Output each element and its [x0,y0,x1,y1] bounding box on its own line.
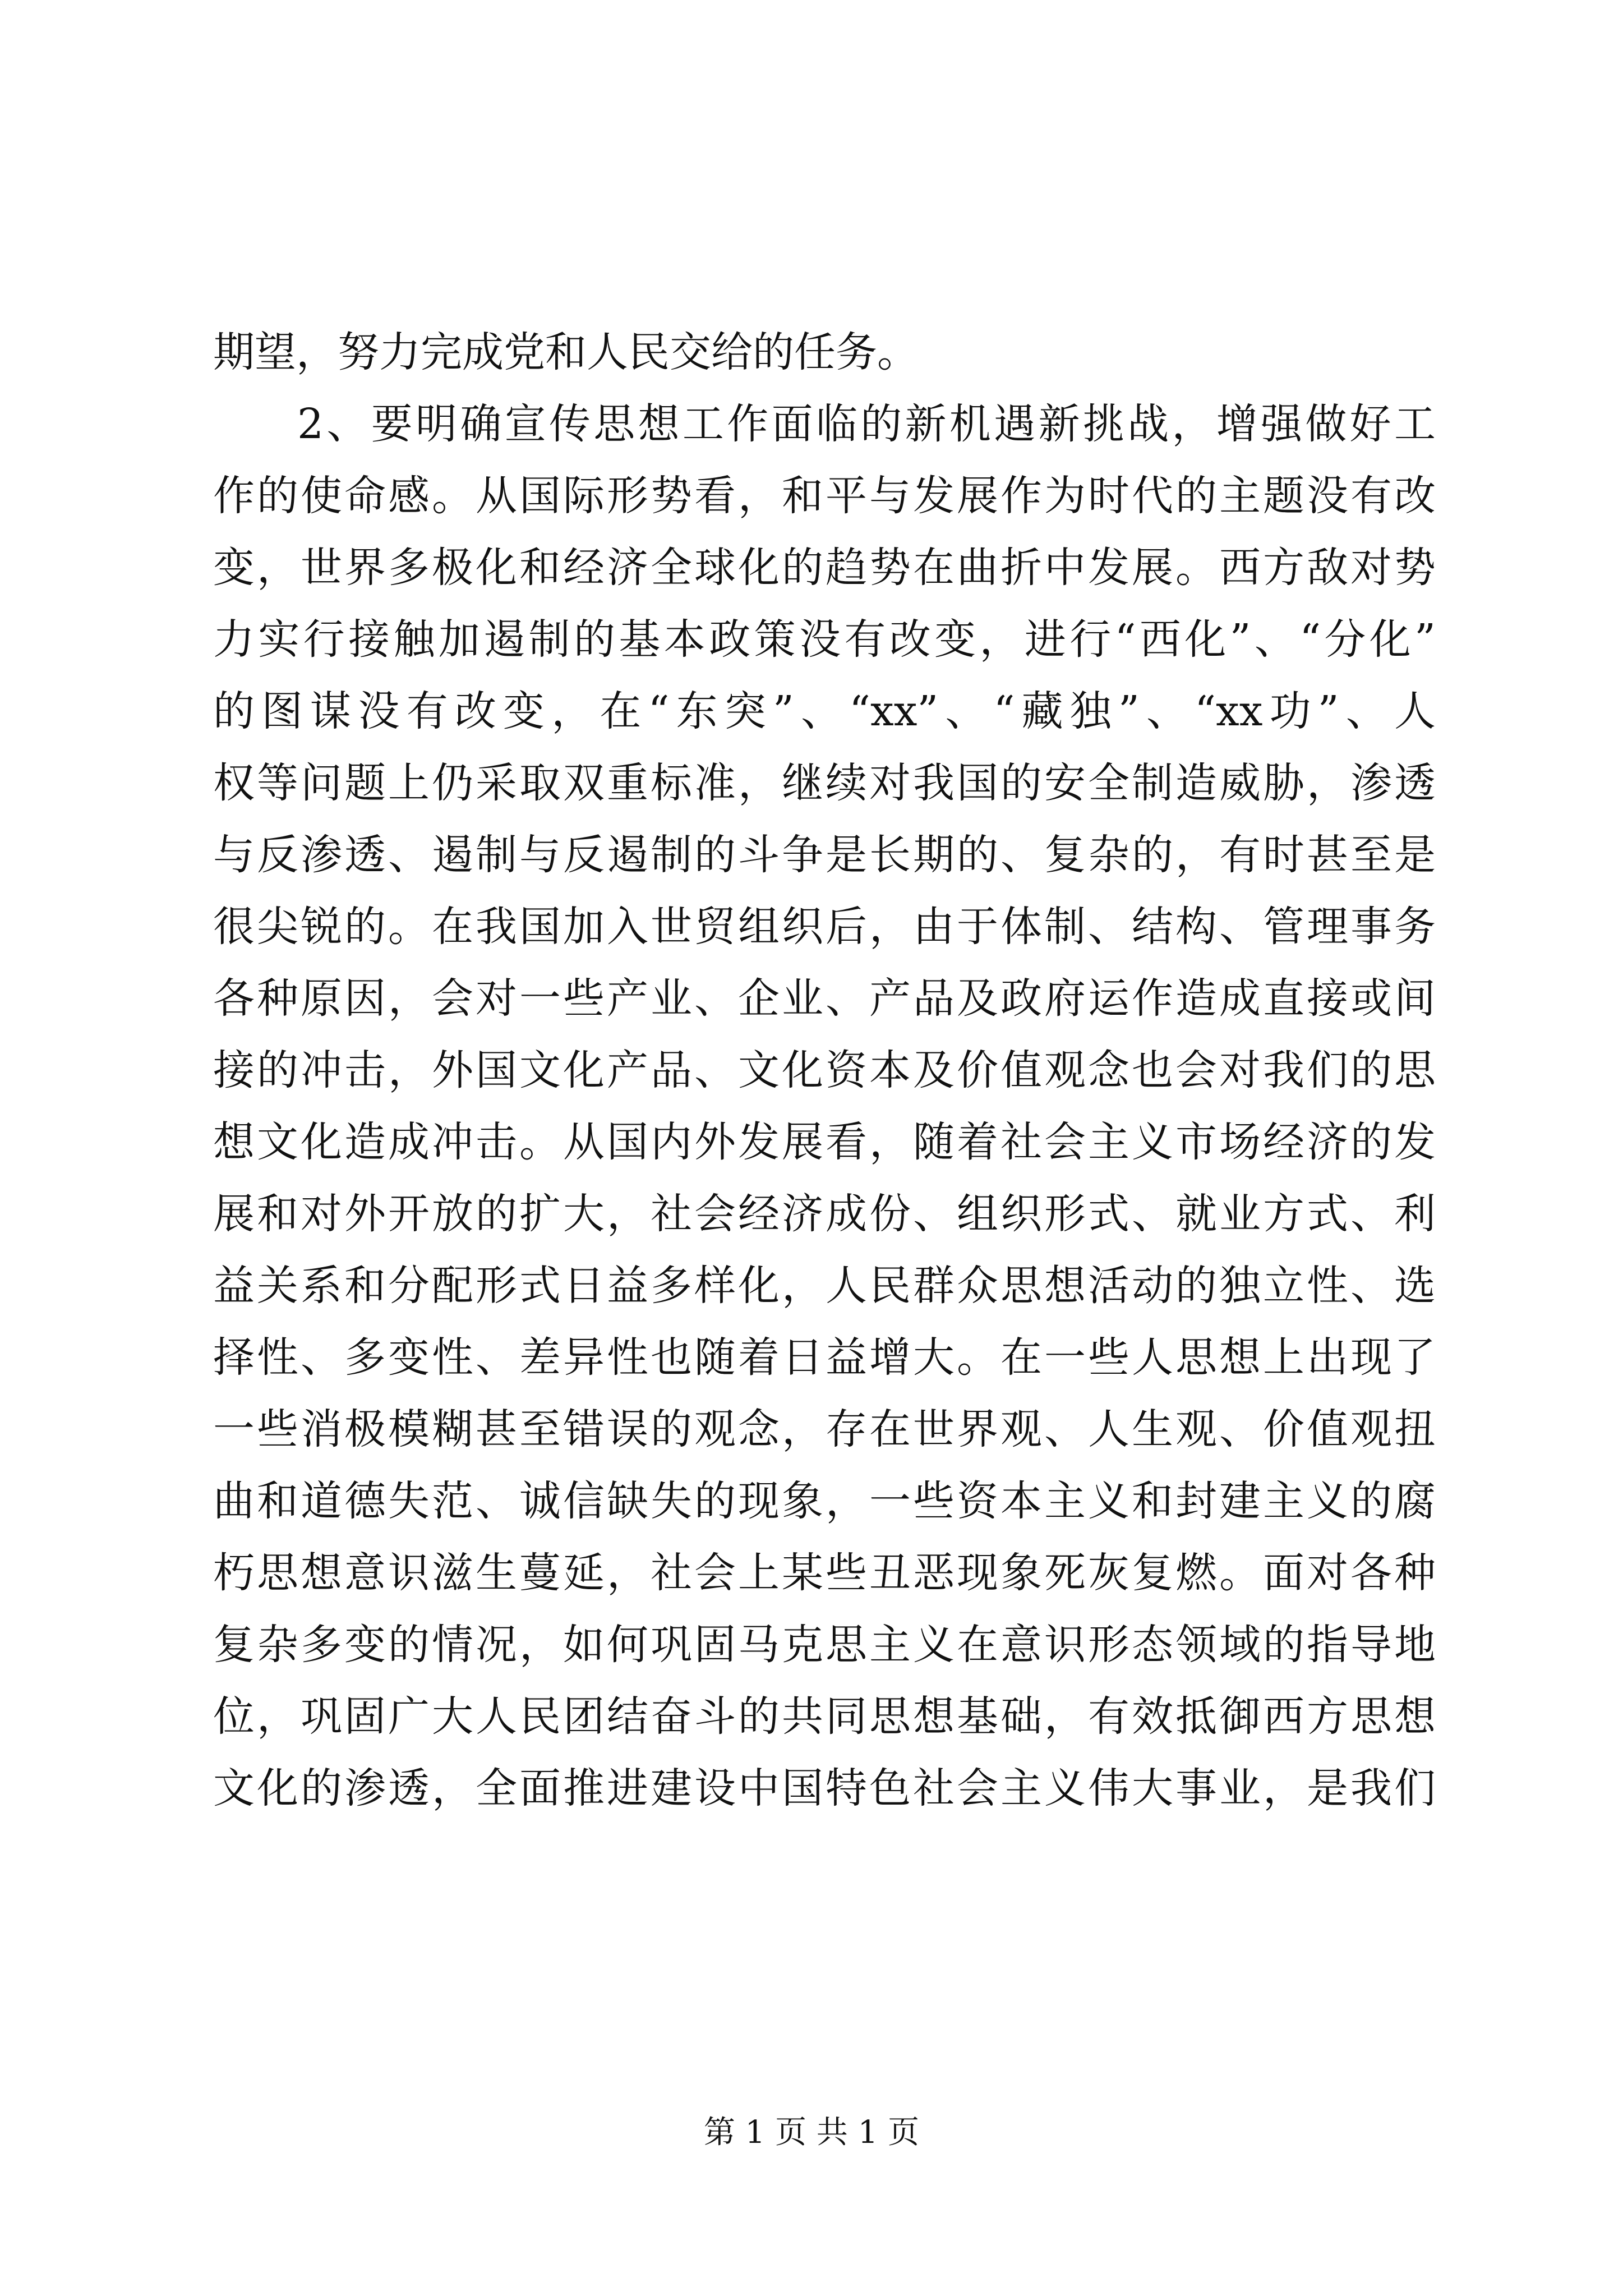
text-line-7: 权等问题上仍采取双重标准，继续对我国的安全制造威胁，渗透 [213,759,1436,807]
text-line-21: 文化的渗透，全面推进建设中国特色社会主义伟大事业，是我们 [213,1764,1436,1812]
text-line-10: 各种原因，会对一些产业、企业、产品及政府运作造成直接或间 [213,974,1436,1023]
text-line-8: 与反渗透、遏制与反遏制的斗争是长期的、复杂的，有时甚至是 [213,831,1436,879]
text-line-14: 益关系和分配形式日益多样化，人民群众思想活动的独立性、选 [213,1262,1436,1310]
text-line-4: 变，世界多极化和经济全球化的趋势在曲折中发展。西方敌对势 [213,544,1436,592]
text-line-13: 展和对外开放的扩大，社会经济成份、组织形式、就业方式、利 [213,1190,1436,1238]
text-line-11: 接的冲击，外国文化产品、文化资本及价值观念也会对我们的思 [213,1046,1436,1094]
text-line-16: 一些消极模糊甚至错误的观念，存在世界观、人生观、价值观扭 [213,1405,1436,1453]
page-number-footer: 第 1 页 共 1 页 [703,2114,920,2151]
text-line-6: 的图谋没有改变，在“东突”、“xx”、“藏独”、“xx功”、人 [213,687,1436,735]
text-line-12: 想文化造成冲击。从国内外发展看，随着社会主义市场经济的发 [213,1118,1436,1166]
text-line-1: 期望，努力完成党和人民交给的任务。 [213,328,919,376]
text-line-19: 复杂多变的情况，如何巩固马克思主义在意识形态领域的指导地 [213,1621,1436,1669]
text-line-3: 作的使命感。从国际形势看，和平与发展作为时代的主题没有改 [213,472,1436,520]
text-line-18: 朽思想意识滋生蔓延，社会上某些丑恶现象死灰复燃。面对各种 [213,1549,1436,1597]
text-line-20: 位，巩固广大人民团结奋斗的共同思想基础，有效抵御西方思想 [213,1692,1436,1741]
text-line-5: 力实行接触加遏制的基本政策没有改变，进行“西化”、“分化” [213,615,1436,664]
text-line-2: 2、要明确宣传思想工作面临的新机遇新挑战，增强做好工 [297,400,1436,448]
text-line-15: 择性、多变性、差异性也随着日益增大。在一些人思想上出现了 [213,1333,1436,1382]
text-line-17: 曲和道德失范、诚信缺失的现象，一些资本主义和封建主义的腐 [213,1477,1436,1525]
text-line-9: 很尖锐的。在我国加入世贸组织后，由于体制、结构、管理事务 [213,903,1436,951]
